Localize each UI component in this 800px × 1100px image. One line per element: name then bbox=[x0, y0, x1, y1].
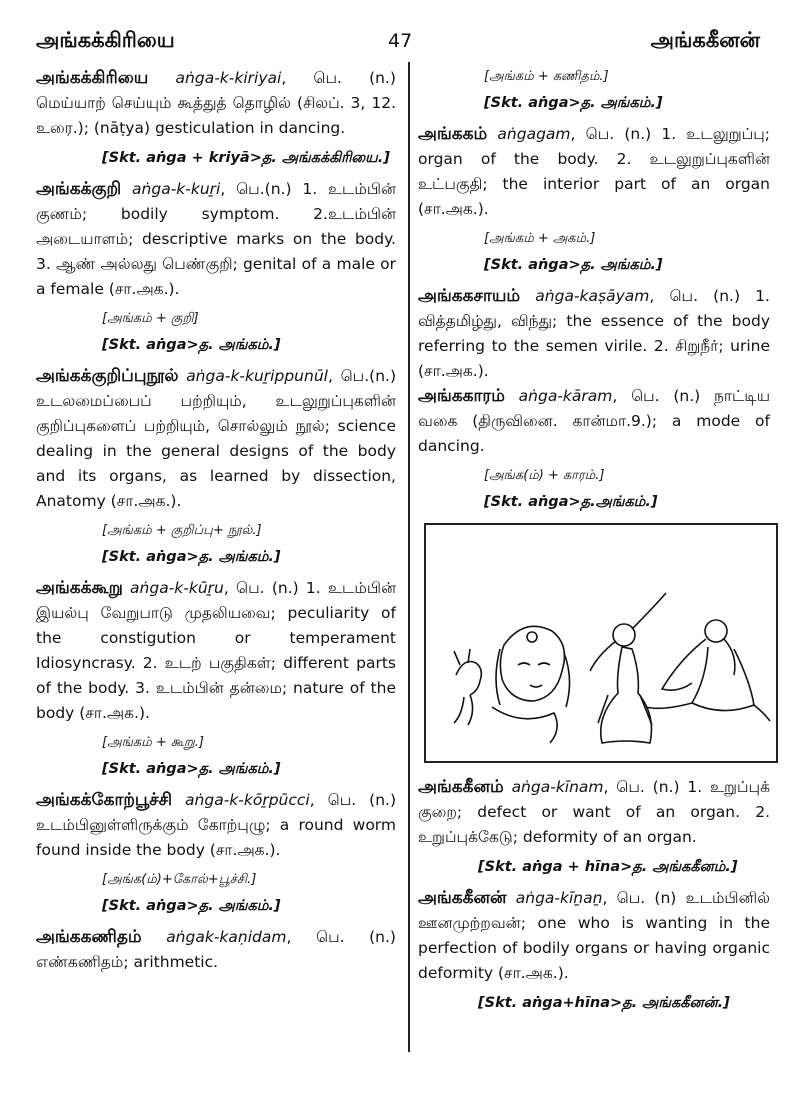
transliteration: aṅgak-kaṇidam bbox=[166, 928, 287, 946]
transliteration: aṅga-k-kuṟi bbox=[132, 180, 221, 198]
entry bbox=[36, 66, 396, 141]
entry-body: , பெ. (n.) மெய்யாற் செய்யும் கூத்துத் தொழில் (சிலப். 3, 12. உரை.); (nāṭya) gesticulation in dancing. bbox=[36, 69, 396, 137]
etymology: [Skt. aṅga + hīna>த. அங்ககீனம்.] bbox=[478, 859, 738, 875]
transliteration: aṅgagam bbox=[497, 125, 571, 143]
dancers-drawing bbox=[426, 525, 776, 761]
etymology: [Skt. aṅga>த. அங்கம்.] bbox=[484, 257, 663, 273]
etymology: [Skt. aṅga>த. அங்கம்.] bbox=[102, 898, 281, 914]
derivation-note: [அங்கம் + கூறு.] bbox=[102, 735, 204, 750]
entry-body: , பெ. (n.) 1. உடம்பின் இயல்பு வேறுபாடு முதலியவை; peculiarity of the constigution or temperament Idiosyncrasy. 2. உடற் பகுதிகள்; different parts of the body. 3. உடம்பின் தன்மை; nature of the body (சா.அக.). bbox=[36, 579, 396, 722]
entry bbox=[418, 775, 770, 850]
transliteration: aṅga-kāram bbox=[518, 387, 613, 405]
header-left-word: அங்கக்கிரியை bbox=[36, 28, 175, 52]
deer-head bbox=[456, 662, 481, 696]
dancer-three-head bbox=[705, 620, 727, 642]
page-header bbox=[0, 10, 800, 50]
entry bbox=[418, 284, 770, 384]
headword: அங்ககணிதம் bbox=[36, 927, 142, 947]
derivation-note: [அங்கம் + குறிப்பு+ நூல்.] bbox=[102, 523, 262, 538]
column-divider bbox=[408, 62, 410, 1052]
entry bbox=[36, 364, 396, 514]
headword: அங்கக்கூறு bbox=[36, 578, 123, 598]
transliteration: aṅga-k-kōṟpūcci bbox=[185, 791, 310, 809]
derivation-note: [அங்கம் + அகம்.] bbox=[484, 231, 596, 246]
right-column bbox=[418, 66, 770, 1022]
headword: அங்கக்குறிப்புநூல் bbox=[36, 366, 179, 386]
dancer-two-head bbox=[613, 624, 635, 646]
etymology: [Skt. aṅga>த. அங்கம்.] bbox=[102, 549, 281, 565]
headword: அங்கக்கிரியை bbox=[36, 68, 149, 88]
headword: அங்ககீனன் bbox=[418, 888, 507, 908]
dancer-face bbox=[500, 626, 564, 701]
derivation-note: [அங்கம் + கணிதம்.] bbox=[484, 69, 609, 84]
dancers-illustration bbox=[424, 523, 778, 763]
transliteration: aṅga-kīnam bbox=[511, 778, 604, 796]
header-right-word: அங்ககீனன் bbox=[650, 28, 760, 52]
entry bbox=[36, 576, 396, 726]
entry-body: , பெ. (n.) 1. வித்தமிழ்து, விந்து; the essence of the body referring to the semen virile. 2. சிறுநீர்; urine (சா.அக.). bbox=[418, 287, 770, 380]
left-column bbox=[36, 66, 396, 975]
headword: அங்ககீனம் bbox=[418, 777, 504, 797]
entry-body: , பெ.(n.) உடலமைப்பைப் பற்றியும், உடலுறுப்புகளின் குறிப்புகளைப் பற்றியும், சொல்லும் நூல்; science dealing in the general designs of the body and its organs, as learned by dissection, Anatomy (சா.அக.). bbox=[36, 367, 396, 510]
entry-body: , பெ. (n.) உடம்பினுள்ளிருக்கும் கோற்புழு; a round worm found inside the body (சா.அக.). bbox=[36, 791, 396, 859]
page-number: 47 bbox=[388, 30, 413, 52]
entry bbox=[418, 886, 770, 986]
etymology: [Skt. aṅga+hīna>த. அங்ககீனன்.] bbox=[478, 995, 730, 1011]
entry bbox=[418, 122, 770, 222]
headword: அங்ககம் bbox=[418, 124, 488, 144]
derivation-note: [அங்க(ம்) + காரம்.] bbox=[484, 468, 605, 483]
entry-body: , பெ. (n) உடம்பினில் ஊனமுற்றவன்; one who is wanting in the perfection of bodily organs or having organic deformity (சா.அக.). bbox=[418, 889, 770, 982]
etymology: [Skt. aṅga>த.அங்கம்.] bbox=[484, 494, 658, 510]
entry bbox=[36, 177, 396, 302]
entry bbox=[36, 925, 396, 975]
transliteration: aṅga-k-kiriyai bbox=[175, 69, 282, 87]
entry-body: , பெ.(n.) 1. உடம்பின் குணம்; bodily symptom. 2.உடம்பின் அடையாளம்; descriptive marks on the body. 3. ஆண் அல்லது பெண்குறி; genital of a male or a female (சா.அக.). bbox=[36, 180, 397, 298]
entry-body: , பெ. (n.) எண்கணிதம்; arithmetic. bbox=[36, 928, 396, 971]
transliteration: aṅga-kaṣāyam bbox=[535, 287, 650, 305]
derivation-note: [அங்க(ம்)+கோல்+பூச்சி.] bbox=[102, 872, 257, 887]
etymology: [Skt. aṅga>த. அங்கம்.] bbox=[102, 337, 281, 353]
headword: அங்கக்குறி bbox=[36, 179, 122, 199]
entry-body: , பெ. (n.) 1. உறுப்புக் குறை; defect or want of an organ. 2. உறுப்புக்கேடு; deformity of an organ. bbox=[418, 778, 771, 846]
derivation-note: [அங்கம் + குறி] bbox=[102, 311, 199, 326]
headword: அங்கக்கோற்பூச்சி bbox=[36, 790, 173, 810]
entry bbox=[36, 788, 396, 863]
transliteration: aṅga-k-kuṟippunūl bbox=[186, 367, 328, 385]
etymology: [Skt. aṅga>த. அங்கம்.] bbox=[484, 95, 663, 111]
entry-body: , பெ. (n.) நாட்டிய வகை (திருவினை. கான்மா.9.); a mode of dancing. bbox=[418, 387, 770, 455]
entry-body: , பெ. (n.) 1. உடலுறுப்பு; organ of the body. 2. உடலுறுப்புகளின் உட்பகுதி; the interior part of an organ (சா.அக.). bbox=[418, 125, 770, 218]
etymology: [Skt. aṅga>த. அங்கம்.] bbox=[102, 761, 281, 777]
transliteration: aṅga-k-kūṟu bbox=[130, 579, 224, 597]
transliteration: aṅga-kīṉaṉ bbox=[515, 889, 603, 907]
entry bbox=[418, 384, 770, 459]
headword: அங்ககாரம் bbox=[418, 386, 505, 406]
etymology: [Skt. aṅga + kriyā>த. அங்கக்கிரியை.] bbox=[102, 150, 390, 166]
headword: அங்ககசாயம் bbox=[418, 286, 521, 306]
